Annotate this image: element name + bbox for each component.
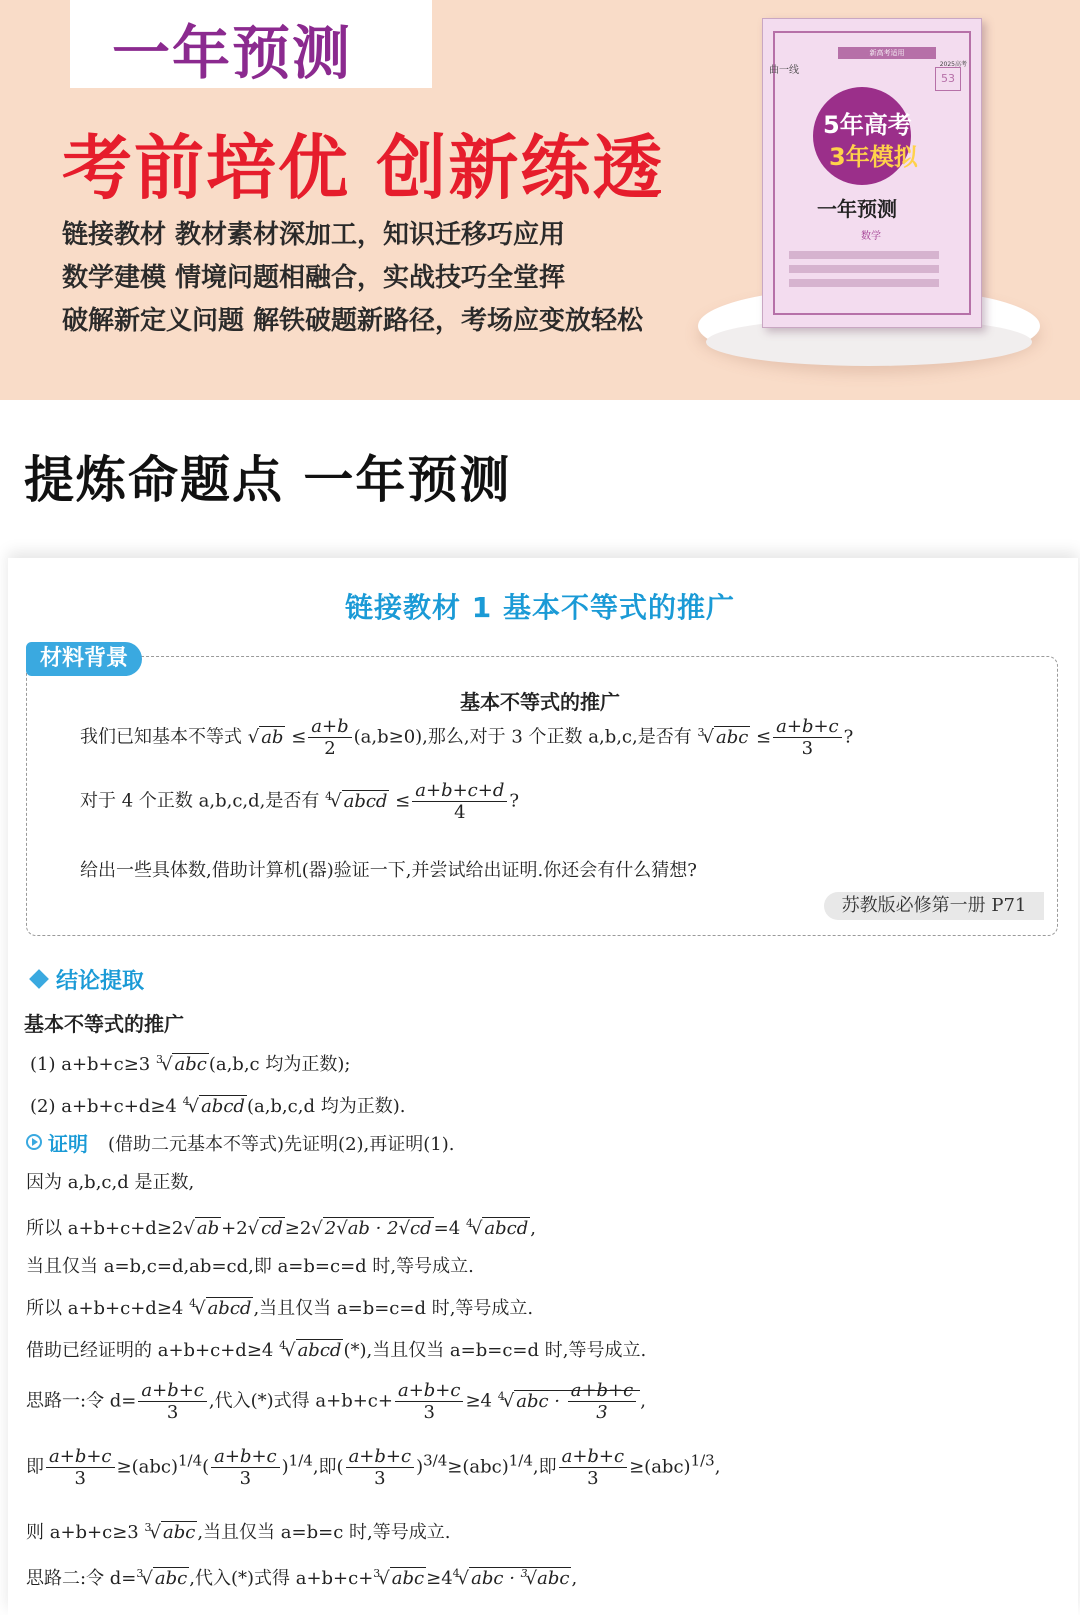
math-radical: abcd <box>297 1340 342 1361</box>
math-radical: abc <box>154 1568 188 1589</box>
promo-banner <box>0 0 1080 400</box>
math-fraction: $\frac{a+b+c}{3}$ <box>46 1446 115 1489</box>
material-title: 基本不等式的推广 <box>460 690 620 714</box>
math-text: ,当且仅当 a=b=c=d 时,等号成立. <box>253 1298 534 1319</box>
conclusion-item-2: (2) a+b+c+d≥4 $^4$√ abcd (a,b,c,d 均为正数). <box>30 1095 406 1117</box>
feature-line: 数学建模 情境问题相融合，实战技巧全堂挥 <box>62 263 566 293</box>
math-text: (a,b,c,d 均为正数). <box>246 1096 406 1117</box>
proof-line: 当且仅当 a=b,c=d,ab=cd,即 a=b=c=d 时,等号成立. <box>26 1256 474 1277</box>
book-cover-image <box>762 18 982 328</box>
math-text: (*),当且仅当 a=b=c=d 时,等号成立. <box>343 1340 647 1361</box>
math-text: ,代入(*)式得 a+b+c+ <box>208 1390 393 1412</box>
material-label: 材料背景 <box>26 642 142 676</box>
math-radical: abc <box>162 1522 196 1543</box>
material-text: (a,b≥0),那么,对于 3 个正数 a,b,c,是否有 <box>353 726 692 748</box>
math-fraction: $\frac{a+b+c}{3}$ <box>138 1380 207 1423</box>
conclusion-item-1: (1) a+b+c≥3 $^3$√ abc (a,b,c 均为正数); <box>30 1053 351 1075</box>
source-badge: 苏教版必修第一册 P71 <box>824 892 1044 920</box>
book-text-line <box>789 251 939 259</box>
play-icon <box>26 1134 42 1150</box>
math-radical: abc <box>715 726 749 748</box>
conclusion-label: 结论提取 <box>56 969 145 994</box>
math-radical: ab <box>261 726 284 748</box>
math-text: ,即 <box>532 1456 557 1478</box>
material-text: ? <box>509 790 520 812</box>
math-text: (a,b,c 均为正数); <box>208 1054 351 1075</box>
proof-label: 证明 <box>48 1132 88 1156</box>
math-fraction: $\frac{a+b+c+d}{4}$ <box>412 780 507 823</box>
math-text: ≥4 <box>465 1390 493 1412</box>
math-radical: abcd <box>207 1298 252 1319</box>
math-text: (2) a+b+c+d≥4 <box>30 1096 177 1117</box>
math-text: ,即 <box>312 1456 337 1478</box>
material-text: ? <box>843 726 854 748</box>
math-fraction: $\frac{a+b}{2}$ <box>308 716 351 759</box>
math-radical: abc <box>174 1054 207 1075</box>
math-text: 所以 a+b+c+d≥4 <box>26 1298 184 1319</box>
material-line-2: 对于 4 个正数 a,b,c,d,是否有 $^4$√ abcd ≤ $\frac{a+b+c+d}{4}$ ? <box>80 780 520 823</box>
book-text-line <box>789 279 939 287</box>
section-title: 提炼命题点 一年预测 <box>24 451 512 509</box>
math-radical: abcd <box>484 1218 529 1239</box>
proof-line: 所以 a+b+c+d≥2√ ab +2√ cd ≥2√ 2√ab · 2√cd =4 $^4$√ abcd , <box>26 1217 537 1239</box>
banner-tag: 一年预测 <box>112 19 353 87</box>
feature-line: 破解新定义问题 解铁破题新路径，考场应变放轻松 <box>62 306 644 336</box>
book-emblem-line2: 3年模拟 <box>829 143 918 171</box>
book-emblem-line1: 5年高考 <box>823 111 912 139</box>
math-text: 所以 a+b+c+d≥2 <box>26 1218 184 1239</box>
book-subject: 数学 <box>861 231 881 242</box>
math-radical: abcd <box>201 1096 245 1117</box>
unit-title: 链接教材 1 基本不等式的推广 <box>345 591 735 624</box>
math-text: ≥(abc) <box>116 1456 178 1478</box>
proof-line: 思路一:令 d= $\frac{a+b+c}{3}$ ,代入(*)式得 a+b+c+ $\frac{a+b+c}{3}$ ≥4 $^4$√ abc · $\frac{a+b+c}{3}$ , <box>26 1380 646 1423</box>
math-text: 则 a+b+c≥3 <box>26 1522 139 1543</box>
math-text: ,代入(*)式得 a+b+c+ <box>189 1568 374 1589</box>
banner-headline: 考前培优 创新练透 <box>62 127 665 209</box>
math-radical: abcd <box>343 790 388 812</box>
math-text: ≥(abc) <box>447 1456 509 1478</box>
math-text: ≥4 <box>426 1568 453 1589</box>
material-text: 对于 4 个正数 a,b,c,d,是否有 <box>80 790 320 812</box>
math-radical: abc <box>391 1568 425 1589</box>
proof-line: 思路二:令 d=$^3$√ abc ,代入(*)式得 a+b+c+$^3$√ abc $\ge 4^4√$ abc · $^3$√abc , <box>26 1567 578 1589</box>
math-text: 思路一:令 d= <box>26 1390 137 1412</box>
math-radical: ab <box>196 1218 220 1239</box>
math-text: (1) a+b+c≥3 <box>30 1054 151 1075</box>
math-fraction: $\frac{a+b+c}{3}$ <box>211 1446 280 1489</box>
math-text: 借助已经证明的 a+b+c+d≥4 <box>26 1340 274 1361</box>
material-line-1: 我们已知基本不等式 √ ab ≤ $\frac{a+b}{2}$ (a,b≥0),那么,对于 3 个正数 a,b,c,是否有 $^3$√ abc ≤ $\frac{a+b+c}{3}$ ? <box>80 716 854 759</box>
proof-intro: (借助二元基本不等式)先证明(2),再证明(1). <box>108 1134 455 1155</box>
math-radical: abc · $\frac{a+b+c}{3}$ <box>514 1390 640 1412</box>
proof-line: 即 $\frac{a+b+c}{3}$ ≥(abc)$^{1/4}$( $\frac{a+b+c}{3}$ )$^{1/4}$,即( $\frac{a+b+c}{3}$ )$^{3/4}$≥(abc)$^{1/4}$,即 $\frac{a+b+c}{3}$ ≥(abc)$^{1/3}$, <box>26 1446 721 1489</box>
math-text: 即 <box>26 1456 44 1478</box>
math-fraction: $\frac{a+b+c}{3}$ <box>395 1380 464 1423</box>
math-fraction: $\frac{a+b+c}{3}$ <box>568 1380 637 1423</box>
math-radical: 2√ab · 2√cd <box>324 1218 432 1239</box>
book-text-line <box>789 265 939 273</box>
book-badge-year: 2025高考 <box>939 61 967 68</box>
book-title: 一年预测 <box>817 197 897 221</box>
proof-line: 所以 a+b+c+d≥4 $^4$√ abcd ,当且仅当 a=b=c=d 时,等号成立. <box>26 1297 534 1319</box>
math-text: ≥2 <box>284 1218 312 1239</box>
book-top-strip: 新高考适用 <box>838 47 936 59</box>
math-text: +2 <box>221 1218 248 1239</box>
proof-line: 借助已经证明的 a+b+c+d≥4 $^4$√ abcd (*),当且仅当 a=b=c=d 时,等号成立. <box>26 1339 647 1361</box>
conclusion-heading: 基本不等式的推广 <box>24 1012 184 1036</box>
material-text: 我们已知基本不等式 <box>80 726 242 748</box>
material-line-3: 给出一些具体数,借助计算机(器)验证一下,并尝试给出证明.你还会有什么猜想? <box>80 860 697 881</box>
book-logo: 曲一线 <box>769 65 799 76</box>
math-text: ,当且仅当 a=b=c 时,等号成立. <box>197 1522 451 1543</box>
book-badge: 53 <box>935 67 961 91</box>
proof-line: 因为 a,b,c,d 是正数, <box>26 1172 195 1193</box>
feature-line: 链接教材 教材素材深加工，知识迁移巧应用 <box>62 220 566 250</box>
math-text: =4 <box>433 1218 461 1239</box>
math-fraction: $\frac{a+b+c}{3}$ <box>346 1446 415 1489</box>
math-text: 思路二:令 d= <box>26 1568 137 1589</box>
math-fraction: $\frac{a+b+c}{3}$ <box>773 716 842 759</box>
math-text: ≥(abc) <box>629 1456 691 1478</box>
math-radical: cd <box>261 1218 283 1239</box>
proof-line: 则 a+b+c≥3 $^3$√ abc ,当且仅当 a=b=c 时,等号成立. <box>26 1521 451 1543</box>
math-radical: abc · $^3$√abc <box>471 1567 570 1589</box>
math-fraction: $\frac{a+b+c}{3}$ <box>559 1446 628 1489</box>
